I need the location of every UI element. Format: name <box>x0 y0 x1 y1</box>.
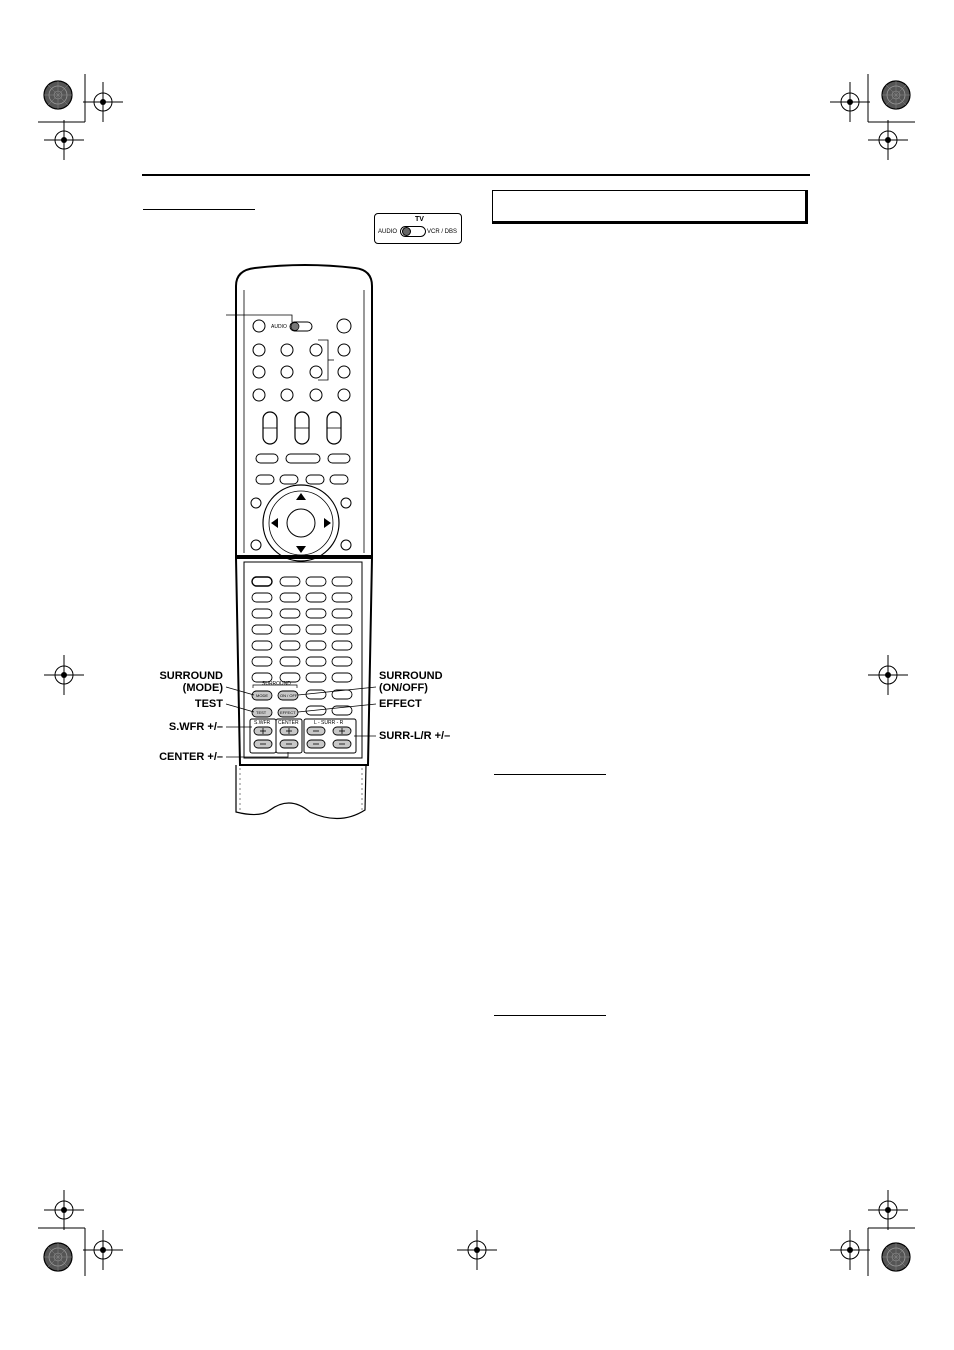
remote-surr-label: L - SURR - R <box>314 720 344 726</box>
remote-swfr-label: S.WFR <box>254 720 271 726</box>
remote-center-label: CENTER <box>278 720 299 726</box>
switch-audio-label: AUDIO <box>378 229 398 235</box>
callout-center: CENTER +/– <box>159 751 223 763</box>
remote-test-button-label: TEST <box>256 710 267 715</box>
remote-switch-audio-label: AUDIO <box>271 324 287 330</box>
switch-tv-label: TV <box>415 216 424 223</box>
remote-effect-button-label: EFFECT <box>280 710 296 715</box>
remote-mode-button-label: MODE <box>256 693 268 698</box>
callout-effect: EFFECT <box>379 698 422 710</box>
callout-surround-onoff <box>379 670 443 694</box>
switch-vcr-dbs-label: VCR / DBS <box>427 229 458 235</box>
remote-surround-group-label: SURROUND <box>262 681 291 687</box>
remote-onoff-button-label: ON / OFF <box>280 693 298 698</box>
callout-swfr: S.WFR +/– <box>168 721 223 733</box>
callout-surround-mode-line2: (MODE) <box>182 682 223 694</box>
callout-surround-mode-line1: SURROUND <box>159 670 223 682</box>
callout-surround-mode <box>159 670 223 694</box>
callout-surround-onoff-line1: SURROUND <box>379 670 443 682</box>
callout-test: TEST <box>194 698 223 710</box>
callout-surround-onoff-line2: (ON/OFF) <box>379 682 428 694</box>
callout-surr-lr: SURR-L/R +/– <box>379 730 451 742</box>
